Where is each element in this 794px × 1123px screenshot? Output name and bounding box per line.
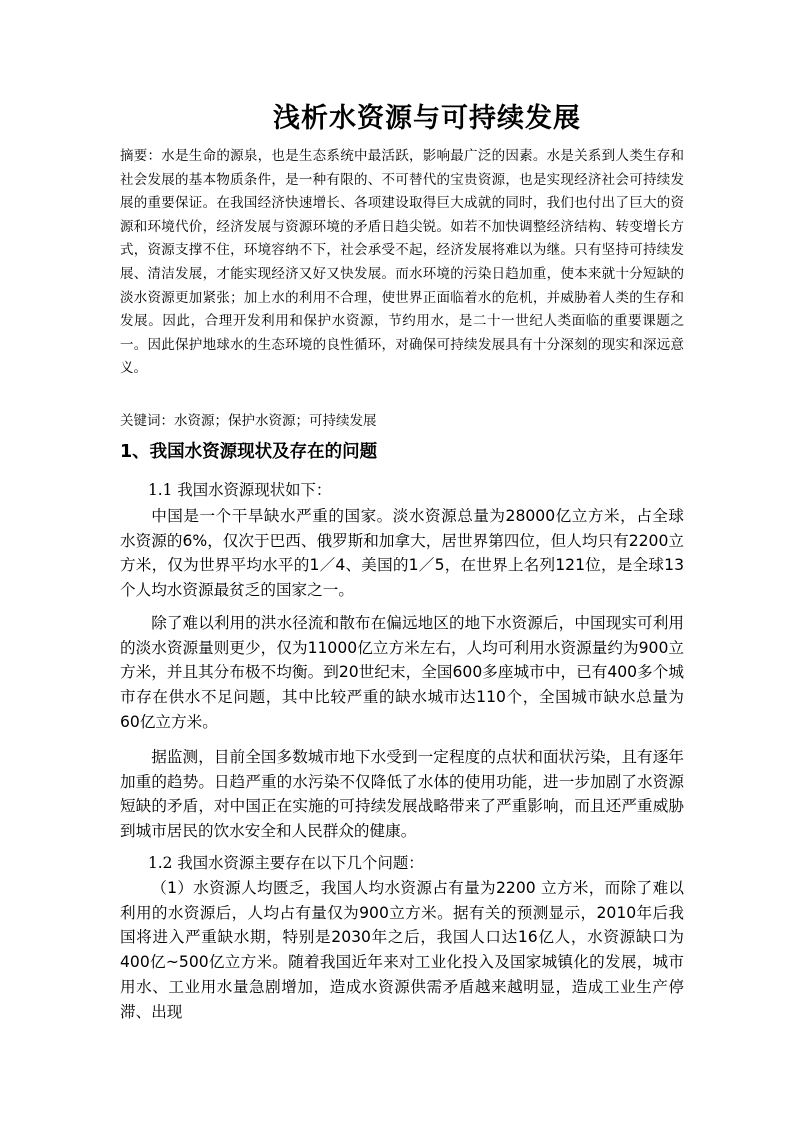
document-title: 浅析水资源与可持续发展 [273,103,581,134]
body-paragraph: 除了难以利用的洪水径流和散布在偏远地区的地下水资源后，中国现实可利用的淡水资源量则更少，仅为11000亿立方米左右，人均可利用水资源量约为900立方米，并且其分布极不均衡。到20世纪末，全国600多座城市中，已有400多个城市存在供水不足问题，其中比较严重的缺水城市达110个，全国城市缺水总量为60亿立方米。 [120,614,684,731]
abstract-paragraph: 摘要：水是生命的源泉，也是生态系统中最活跃，影响最广泛的因素。水是关系到人类生存和社会发展的基本物质条件，是一种有限的、不可替代的宝贵资源，也是实现经济社会可持续发展的重要保证。在我国经济快速增长、各项建设取得巨大成就的同时，我们也付出了巨大的资源和环境代价，经济发展与资源环境的矛盾日趋尖锐。如若不加快调整经济结构、转变增长方式，资源支撑不住，环境容纳不下，社会承受不起，经济发展将难以为继。只有坚持可持续发展、清洁发展，才能实现经济又好又快发展。而水环境的污染日趋加重，使本来就十分短缺的淡水资源更加紧张；加上水的利用不合理，使世界正面临着水的危机，并威胁着人类的生存和发展。因此，合理开发利用和保护水资源，节约用水，是二十一世纪人类面临的重要课题之一。因此保护地球水的生态环境的良性循环，对确保可持续发展具有十分深刻的现实和深远意义。 [120,148,684,377]
keywords-line: 关键词：水资源；保护水资源；可持续发展 [120,413,377,429]
subsection-heading-1-1: 1.1 我国水资源现状如下： [148,481,332,499]
section-heading: 1、我国水资源现状及存在的问题 [120,442,378,462]
body-paragraph: 据监测，目前全国多数城市地下水受到一定程度的点状和面状污染，且有逐年加重的趋势。日趋严重的水污染不仅降低了水体的使用功能，进一步加剧了水资源短缺的矛盾，对中国正在实施的可持续发展战略带来了严重影响，而且还严重威胁到城市居民的饮水安全和人民群众的健康。 [120,748,684,841]
subsection-heading-1-2: 1.2 我国水资源主要存在以下几个问题： [148,854,424,872]
body-paragraph: 中国是一个干旱缺水严重的国家。淡水资源总量为28000亿立方米，占全球水资源的6%，仅次于巴西、俄罗斯和加拿大，居世界第四位，但人均只有2200立方米，仅为世界平均水平的1／4、美国的1／5，在世界上名列121位，是全球13个人均水资源最贫乏的国家之一。 [120,507,684,600]
body-paragraph: （1）水资源人均匮乏，我国人均水资源占有量为2200 立方米，而除了难以利用的水资源后，人均占有量仅为900立方米。据有关的预测显示，2010年后我国将进入严重缺水期，特别是2030年之后，我国人口达16亿人，水资源缺口为400亿~500亿立方米。随着我国近年来对工业化投入及国家城镇化的发展，城市用水、工业用水量急剧增加，造成水资源供需矛盾越来越明显，造成工业生产停滞、出现 [120,879,684,1021]
